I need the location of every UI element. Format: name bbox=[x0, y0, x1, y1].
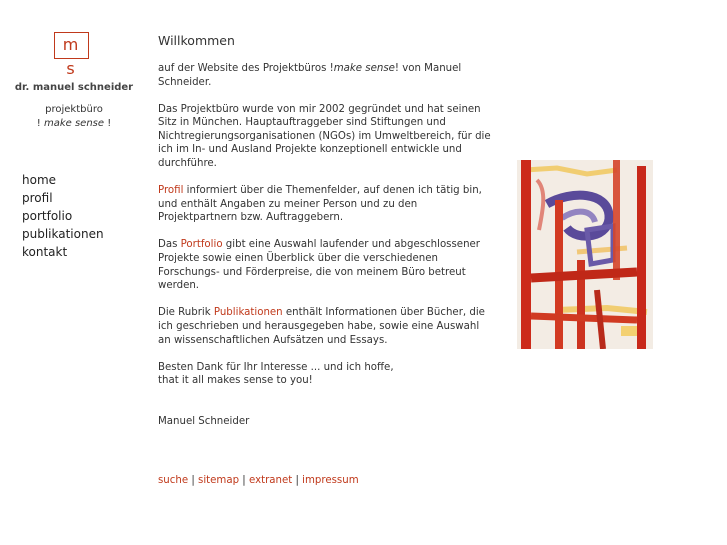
brand-line bbox=[0, 117, 148, 131]
profil-link[interactable]: Profil bbox=[158, 185, 184, 197]
footer-separator: | bbox=[188, 475, 199, 486]
nav-kontakt[interactable]: kontakt bbox=[22, 245, 68, 259]
nav-publikationen[interactable]: publikationen bbox=[22, 227, 104, 241]
footer-link-extranet[interactable]: extranet bbox=[248, 475, 293, 486]
footer-separator: | bbox=[292, 475, 303, 486]
brand-suffix: ! bbox=[104, 118, 112, 129]
portfolio-paragraph bbox=[158, 238, 493, 292]
signature: Manuel Schneider bbox=[158, 415, 250, 427]
profil-text: informiert über die Themenfelder, auf denen ich tätig bin, und enthält Angaben zu meiner Person und zu den Projektpartnern bzw. Auftraggebern. bbox=[158, 185, 482, 224]
footer-separator: | bbox=[239, 475, 249, 486]
portfolio-link[interactable]: Portfolio bbox=[180, 239, 223, 251]
intro-text-a: auf der Website des Projektbüros ! bbox=[158, 63, 334, 74]
publikationen-text-a: Die Rubrik bbox=[158, 307, 214, 319]
intro-text-b: ! von Manuel Schneider. bbox=[158, 63, 462, 88]
publikationen-link[interactable]: Publikationen bbox=[213, 307, 283, 319]
footer-link-sitemap[interactable]: sitemap bbox=[198, 475, 240, 486]
office-label: projektbüro bbox=[45, 104, 103, 115]
intro-paragraph bbox=[158, 62, 493, 89]
footer-links bbox=[158, 475, 359, 486]
main-content bbox=[158, 33, 493, 442]
thanks-line-2: that it all makes sense to you! bbox=[158, 375, 313, 387]
about-paragraph: Das Projektbüro wurde von mir 2002 gegründet und hat seinen Sitz in München. Hauptauftraggeber sind Stiftungen und Nichtregierungsorganisationen (NGOs) im Umweltbereich, für die ich im In- und Ausland Projekte konzeptionell entwickle und durchführe. bbox=[158, 103, 491, 170]
publikationen-text-b: enthält Informationen über Bücher, die ich geschrieben und herausgegeben habe, sowie eine Auswahl an wissenschaftlichen Aufsätzen und Essays. bbox=[158, 307, 485, 346]
brand-name: make sense bbox=[43, 118, 105, 129]
intro-brand: make sense bbox=[333, 63, 395, 74]
footer-link-suche[interactable]: suche bbox=[158, 475, 189, 486]
profil-paragraph bbox=[158, 184, 493, 225]
publikationen-paragraph bbox=[158, 306, 493, 347]
nav-portfolio[interactable]: portfolio bbox=[22, 209, 73, 223]
owner-name: dr. manuel schneider bbox=[14, 82, 134, 93]
office-tagline bbox=[0, 103, 148, 131]
brand-prefix: ! bbox=[36, 118, 44, 129]
nav-home[interactable]: home bbox=[22, 173, 57, 187]
thanks-paragraph bbox=[158, 361, 493, 388]
portfolio-text-a: Das bbox=[158, 239, 181, 251]
footer-link-impressum[interactable]: impressum bbox=[302, 475, 359, 486]
nav-profil[interactable]: profil bbox=[22, 191, 53, 205]
page-title: Willkommen bbox=[158, 33, 235, 48]
portfolio-text-b: gibt eine Auswahl laufender und abgeschlossener Projekte sowie einen Überblick über die verschiedenen Forschungs- und Förderpreise, die von meinem Büro betreut werden. bbox=[158, 239, 480, 292]
thanks-line-1: Besten Dank für Ihr Interesse ... und ich hoffe, bbox=[158, 361, 394, 373]
logo[interactable]: m s bbox=[54, 32, 89, 59]
main-nav bbox=[22, 171, 104, 261]
abstract-painting bbox=[517, 160, 653, 349]
